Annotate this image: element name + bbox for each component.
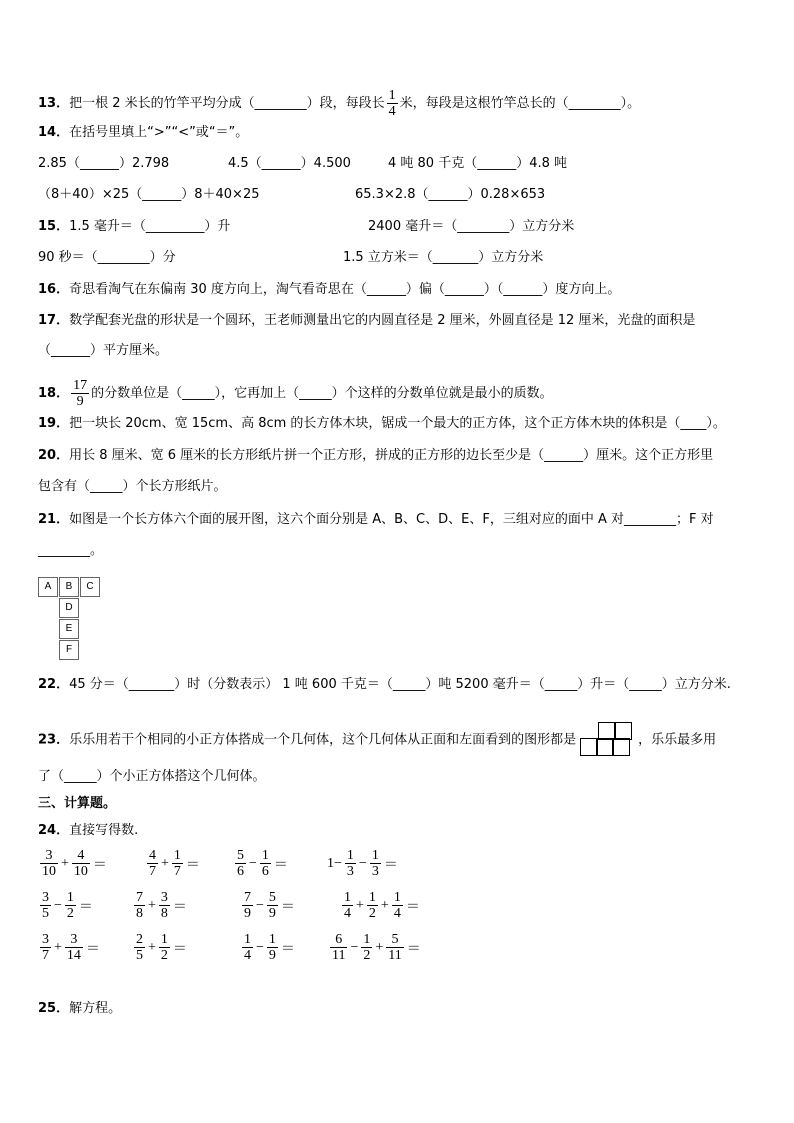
question-25: 25．解方程。: [38, 1001, 122, 1016]
arith-item: $\frac{3}{10}$ + $\frac{4}{10}$ ＝: [42, 848, 107, 879]
fraction: $\frac{1}{4}$: [388, 88, 396, 119]
q17-line2: （______）平方厘米。: [38, 343, 169, 358]
arith-item: $\frac{1}{4}$ − $\frac{1}{9}$ ＝: [244, 932, 295, 963]
arith-item: $\frac{7}{9}$ − $\frac{5}{9}$ ＝: [244, 890, 295, 921]
q14-item: 4 吨 80 千克（______）4.8 吨: [388, 156, 568, 171]
arith-item: $\frac{3}{7}$ + $\frac{3}{14}$ ＝: [42, 932, 100, 963]
fraction: $\frac{17}{9}$: [73, 378, 88, 409]
face-cell: C: [80, 577, 100, 597]
arith-item: 1− $\frac{1}{3}$ − $\frac{1}{3}$ ＝: [327, 848, 398, 879]
arith-item: $\frac{1}{4}$ + $\frac{1}{2}$ + $\frac{1}{4}$ ＝: [344, 890, 420, 921]
arith-item: $\frac{5}{6}$ − $\frac{1}{6}$ ＝: [237, 848, 288, 879]
question-18: 18． $\frac{17}{9}$ 的分数单位是（_____），它再加上（_____）个这样的分数单位就是最小的质数。: [38, 378, 553, 409]
q15-item: 1.5 立方米＝（_______）立方分米: [343, 250, 544, 265]
q23-line2: 了（_____）个小正方体搭这个几何体。: [38, 769, 266, 784]
section-heading: 三、计算题。: [38, 796, 117, 811]
q14-item: 65.3×2.8（______）0.28×653: [355, 187, 546, 202]
arith-item: $\frac{6}{11}$ − $\frac{1}{2}$ + $\frac{5}{11}$ ＝: [332, 932, 421, 963]
question-19: 19．把一块长 20cm、宽 15cm、高 8cm 的长方体木块，锯成一个最大的正方体，这个正方体木块的体积是（____）。: [38, 416, 726, 431]
question-24: 24．直接写得数.: [38, 823, 139, 838]
question-22: 22．45 分＝（_______）时（分数表示） 1 吨 600 千克＝（_____）吨 5200 毫升＝（_____）升＝（_____）立方分米.: [38, 677, 731, 692]
question-17: 17．数学配套光盘的形状是一个圆环，王老师测量出它的内圆直径是 2 厘米，外圆直径是 12 厘米，光盘的面积是: [38, 313, 696, 328]
question-13: 13．把一根 2 米长的竹竿平均分成（________）段，每段长 $\frac{1}{4}$ 米，每段是这根竹竿总长的（________）。: [38, 88, 641, 119]
cube-view-figure: [580, 722, 634, 758]
q20-line2: 包含有（_____）个长方形纸片。: [38, 479, 227, 494]
arith-item: $\frac{2}{5}$ + $\frac{1}{2}$ ＝: [136, 932, 187, 963]
question-16: 16．奇思看淘气在东偏南 30 度方向上，淘气看奇思在（______）偏（______）（______）度方向上。: [38, 282, 621, 297]
face-cell: D: [59, 598, 79, 618]
q14-item: 2.85（______）2.798: [38, 156, 170, 171]
face-cell: A: [38, 577, 58, 597]
question-15: 15．1.5 毫升＝（_________）升: [38, 219, 231, 234]
q15-item: 2400 毫升＝（________）立方分米: [368, 219, 575, 234]
question-20: 20．用长 8 厘米、宽 6 厘米的长方形纸片拼一个正方形，拼成的正方形的边长至少是（______）厘米。这个正方形里: [38, 448, 714, 463]
question-21: 21．如图是一个长方体六个面的展开图，这六个面分别是 A、B、C、D、E、F，三组对应的面中 A 对________；F 对: [38, 512, 714, 527]
face-cell: B: [59, 577, 79, 597]
arith-item: $\frac{4}{7}$ + $\frac{1}{7}$ ＝: [149, 848, 200, 879]
arith-item: $\frac{7}{8}$ + $\frac{3}{8}$ ＝: [136, 890, 187, 921]
face-cell: F: [59, 640, 79, 660]
face-cell: E: [59, 619, 79, 639]
arith-item: $\frac{3}{5}$ − $\frac{1}{2}$ ＝: [42, 890, 93, 921]
q15-item: 90 秒＝（________）分: [38, 250, 176, 265]
question-23: 23．乐乐用若干个相同的小正方体搭成一个几何体，这个几何体从正面和左面看到的图形都是 ，乐乐最多用: [38, 722, 716, 759]
q14-item: 4.5（______）4.500: [228, 156, 351, 171]
q21-line2: ________。: [38, 543, 104, 558]
question-14: 14．在括号里填上“>”“<”或“＝”。: [38, 125, 249, 140]
q14-item: （8＋40）×25（______）8＋40×25: [38, 187, 260, 202]
